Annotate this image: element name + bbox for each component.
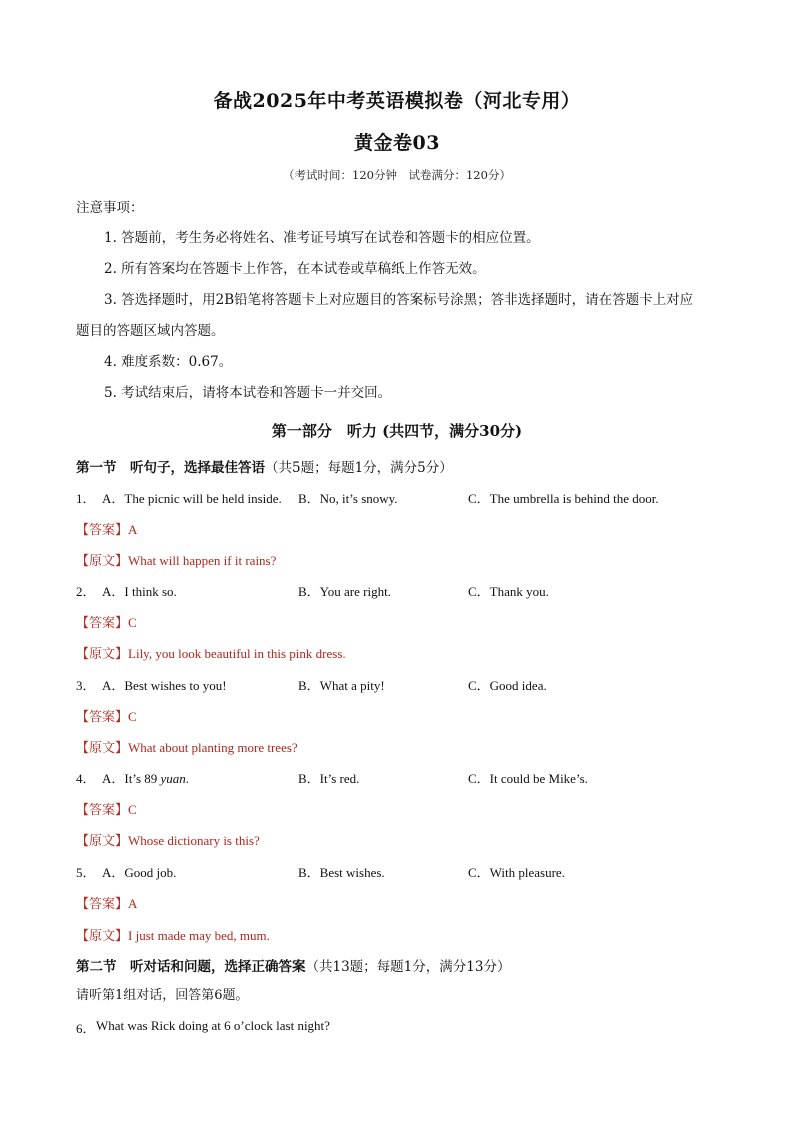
question-1-option-b: B．No, it’s snowy. [298, 491, 398, 506]
question-2-option-a: A．I think so. [102, 584, 177, 599]
notice-heading: 注意事项： [76, 200, 144, 216]
question-4-option-b: B．It’s red. [298, 771, 360, 786]
original-text: What will happen if it rains? [128, 553, 277, 568]
section1-title [76, 456, 453, 476]
question-5-answer [76, 893, 137, 912]
question-1-option-a: A．The picnic will be held inside. [102, 491, 282, 506]
question-1-option-c: C．The umbrella is behind the door. [468, 491, 659, 506]
question-5-option-a: A．Good job. [102, 865, 177, 880]
original-label: 【原文】 [76, 928, 129, 943]
section1-title-bold: 第一节 听句子，选择最佳答语 [76, 460, 265, 476]
notice-item-4: 4. 难度系数：0.67。 [104, 354, 233, 370]
question-5-number: 5． [76, 865, 96, 880]
original-text: What about planting more trees? [128, 740, 298, 755]
original-text: Lily, you look beautiful in this pink dress. [128, 646, 346, 661]
notice-item-5: 5. 考试结束后，请将本试卷和答题卡一并交回。 [104, 385, 392, 401]
document-title: 备战2025年中考英语模拟卷（河北专用） [213, 90, 581, 112]
answer-value: C [128, 615, 137, 630]
section2-title-bold: 第二节 听对话和问题，选择正确答案 [76, 959, 306, 975]
answer-value: A [128, 522, 138, 537]
question-2-original [76, 643, 346, 662]
original-text: I just made may bed, mum. [128, 928, 270, 943]
answer-label: 【答案】 [76, 802, 129, 817]
question-3-option-b: B．What a pity! [298, 678, 385, 693]
answer-label: 【答案】 [76, 522, 129, 537]
question-3-original [76, 737, 298, 756]
original-label: 【原文】 [76, 833, 129, 848]
question-4-option-c: C．It could be Mike’s. [468, 771, 588, 786]
notice-item-3-cont: 题目的答题区域内答题。 [76, 323, 225, 339]
original-text: Whose dictionary is this? [128, 833, 260, 848]
question-2-option-c: C．Thank you. [468, 584, 549, 599]
question-1-answer [76, 519, 137, 538]
part1-title: 第一部分 听力 (共四节，满分30分) [271, 422, 523, 440]
question-1-number: 1． [76, 491, 96, 506]
section2-instruction: 请听第1组对话，回答第6题。 [76, 988, 249, 1003]
section2-title [76, 955, 510, 975]
answer-value: C [128, 802, 137, 817]
question-5-option-b: B．Best wishes. [298, 865, 385, 880]
question-4-number: 4． [76, 771, 96, 786]
question-3-option-c: C．Good idea. [468, 678, 547, 693]
answer-label: 【答案】 [76, 896, 129, 911]
question-6-text: What was Rick doing at 6 o’clock last night? [96, 1018, 330, 1033]
answer-value: A [128, 896, 138, 911]
answer-label: 【答案】 [76, 709, 129, 724]
original-label: 【原文】 [76, 740, 129, 755]
notice-item-1: 1. 答题前，考生务必将姓名、准考证号填写在试卷和答题卡的相应位置。 [104, 230, 540, 246]
document-subtitle: 黄金卷03 [354, 132, 440, 154]
question-3-answer [76, 706, 137, 725]
question-4-answer [76, 799, 137, 818]
notice-item-3: 3. 答选择题时，用2B铅笔将答题卡上对应题目的答案标号涂黑；答非选择题时，请在答题卡上对应 [104, 292, 694, 308]
question-3-number: 3． [76, 678, 96, 693]
original-label: 【原文】 [76, 646, 129, 661]
question-5-original [76, 925, 270, 944]
question-4-original [76, 830, 260, 849]
original-label: 【原文】 [76, 553, 129, 568]
section2-title-rest: （共13题；每题1分，满分13分） [305, 959, 511, 975]
answer-label: 【答案】 [76, 615, 129, 630]
question-2-number: 2． [76, 584, 96, 599]
answer-value: C [128, 709, 137, 724]
exam-info: （考试时间：120分钟 试卷满分：120分） [283, 168, 511, 182]
question-4-option-a [102, 768, 189, 787]
question-6-number: 6． [76, 1021, 96, 1036]
notice-item-2: 2. 所有答案均在答题卡上作答，在本试卷或草稿纸上作答无效。 [104, 261, 486, 277]
question-2-option-b: B．You are right. [298, 584, 391, 599]
question-3-option-a: A．Best wishes to you! [102, 678, 227, 693]
option-a-italic: yuan [160, 771, 186, 786]
question-5-option-c: C．With pleasure. [468, 865, 565, 880]
option-a-prefix: A．It’s 89 [102, 771, 161, 786]
option-a-suffix: . [185, 771, 190, 786]
section1-title-rest: （共5题；每题1分，满分5分） [265, 460, 453, 476]
question-1-original [76, 550, 276, 569]
question-2-answer [76, 612, 137, 631]
